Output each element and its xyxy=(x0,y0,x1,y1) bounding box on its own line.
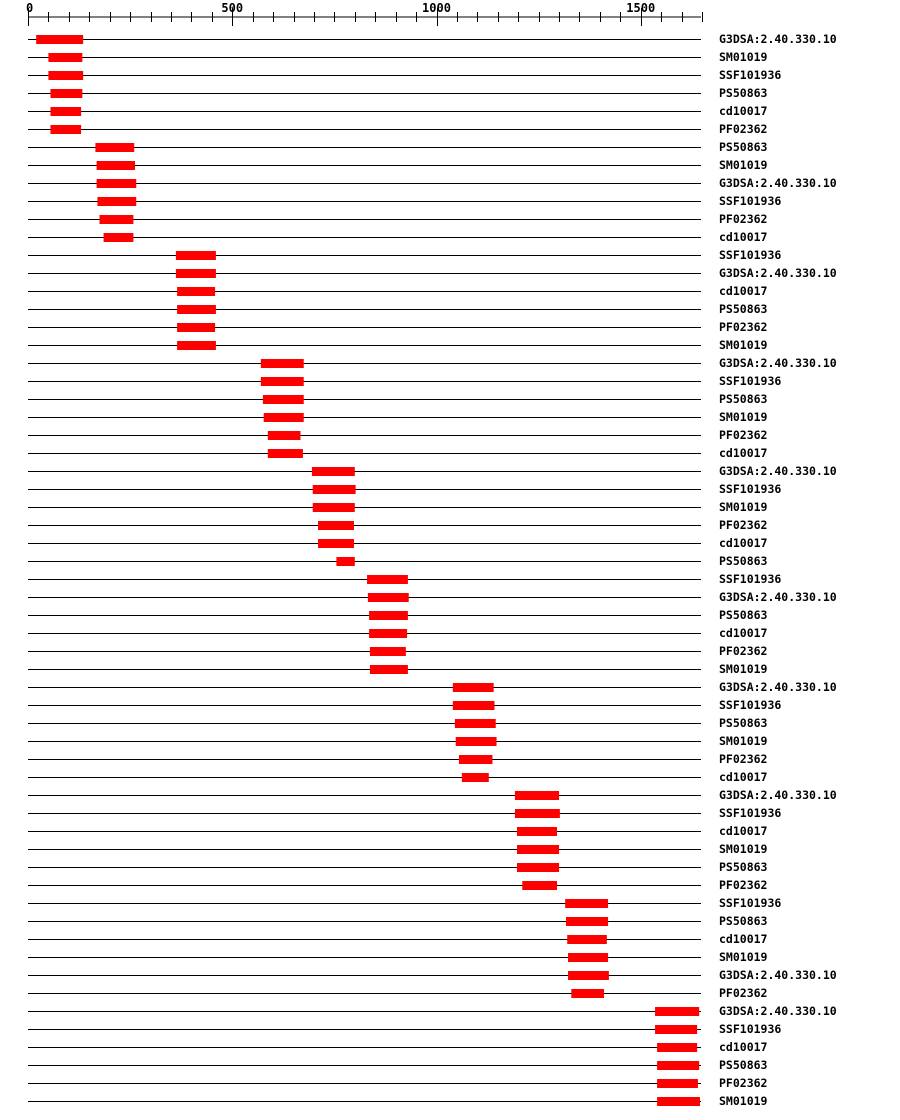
domain-hit-bar[interactable] xyxy=(370,647,406,656)
domain-row xyxy=(28,356,837,370)
domain-row xyxy=(28,266,837,280)
domain-hit-bar[interactable] xyxy=(453,683,494,692)
row-label: PS50863 xyxy=(719,554,768,568)
domain-row xyxy=(28,338,768,352)
domain-hit-bar[interactable] xyxy=(50,125,81,134)
domain-row xyxy=(28,626,768,640)
row-label: SSF101936 xyxy=(719,572,782,586)
domain-row xyxy=(28,1076,767,1090)
row-label: SSF101936 xyxy=(719,248,782,262)
domain-row xyxy=(28,572,781,586)
row-label: PF02362 xyxy=(719,122,768,136)
domain-hit-bar[interactable] xyxy=(95,143,134,152)
row-label: SM01019 xyxy=(719,158,768,172)
domain-row xyxy=(28,860,768,874)
x-tick-label: 1500 xyxy=(626,1,656,15)
domain-row xyxy=(28,32,837,46)
row-label: cd10017 xyxy=(719,824,768,838)
row-label: SM01019 xyxy=(719,410,768,424)
domain-hit-bar[interactable] xyxy=(104,233,134,242)
domain-rows xyxy=(28,32,837,1108)
row-label: cd10017 xyxy=(719,536,768,550)
row-label: cd10017 xyxy=(719,104,768,118)
domain-hit-bar[interactable] xyxy=(99,215,133,224)
domain-row xyxy=(28,500,768,514)
row-label: SM01019 xyxy=(719,950,768,964)
domain-row xyxy=(28,698,781,712)
row-label: SSF101936 xyxy=(719,68,782,82)
domain-hit-bar[interactable] xyxy=(566,917,608,926)
domain-hit-bar[interactable] xyxy=(264,413,304,422)
domain-hit-bar[interactable] xyxy=(657,1043,697,1052)
domain-row xyxy=(28,554,768,568)
row-label: cd10017 xyxy=(719,932,768,946)
domain-row xyxy=(28,248,781,262)
domain-row xyxy=(28,896,781,910)
domain-row xyxy=(28,608,768,622)
row-label: PS50863 xyxy=(719,860,768,874)
x-tick-label: 0 xyxy=(26,1,34,15)
domain-hit-bar[interactable] xyxy=(261,377,304,386)
domain-hit-bar[interactable] xyxy=(318,521,354,530)
domain-row xyxy=(28,302,768,316)
domain-hit-bar[interactable] xyxy=(313,503,355,512)
domain-row xyxy=(28,518,767,532)
domain-hit-bar[interactable] xyxy=(370,665,408,674)
domain-row xyxy=(28,212,767,226)
domain-hit-bar[interactable] xyxy=(263,395,304,404)
row-label: PS50863 xyxy=(719,140,768,154)
domain-row xyxy=(28,194,781,208)
domain-row xyxy=(28,1058,768,1072)
row-label: PF02362 xyxy=(719,212,768,226)
row-label: PF02362 xyxy=(719,986,768,1000)
domain-hit-bar[interactable] xyxy=(176,251,216,260)
domain-hit-bar[interactable] xyxy=(48,71,83,80)
domain-hit-bar[interactable] xyxy=(97,161,135,170)
domain-hit-bar[interactable] xyxy=(97,179,137,188)
row-label: PS50863 xyxy=(719,302,768,316)
row-label: G3DSA:2.40.330.10 xyxy=(719,32,837,46)
domain-row xyxy=(28,464,837,478)
row-label: SM01019 xyxy=(719,734,768,748)
domain-hit-bar[interactable] xyxy=(655,1025,697,1034)
row-label: G3DSA:2.40.330.10 xyxy=(719,680,837,694)
domain-hit-bar[interactable] xyxy=(657,1061,699,1070)
domain-hit-bar[interactable] xyxy=(50,107,81,116)
row-label: PS50863 xyxy=(719,1058,768,1072)
domain-hit-bar[interactable] xyxy=(657,1079,698,1088)
domain-hit-bar[interactable] xyxy=(657,1097,700,1106)
domain-hit-bar[interactable] xyxy=(456,737,497,746)
row-label: G3DSA:2.40.330.10 xyxy=(719,464,837,478)
domain-hit-bar[interactable] xyxy=(36,35,83,44)
domain-hit-bar[interactable] xyxy=(655,1007,699,1016)
domain-hit-bar[interactable] xyxy=(268,449,303,458)
domain-row xyxy=(28,158,768,172)
domain-row xyxy=(28,482,781,496)
domain-hit-bar[interactable] xyxy=(177,305,216,314)
domain-row xyxy=(28,734,768,748)
row-label: PF02362 xyxy=(719,320,768,334)
domain-hit-bar[interactable] xyxy=(567,935,607,944)
domain-row xyxy=(28,968,837,982)
domain-row xyxy=(28,806,781,820)
row-label: G3DSA:2.40.330.10 xyxy=(719,176,837,190)
domain-hit-bar[interactable] xyxy=(367,575,408,584)
domain-hit-bar[interactable] xyxy=(517,863,559,872)
domain-hit-bar[interactable] xyxy=(517,827,557,836)
domain-row xyxy=(28,878,767,892)
domain-hit-bar[interactable] xyxy=(261,359,304,368)
row-label: PF02362 xyxy=(719,518,768,532)
domain-hit-bar[interactable] xyxy=(515,809,560,818)
domain-row xyxy=(28,392,768,406)
domain-row xyxy=(28,752,767,766)
domain-row xyxy=(28,68,781,82)
row-label: G3DSA:2.40.330.10 xyxy=(719,1004,837,1018)
row-label: PS50863 xyxy=(719,608,768,622)
domain-row xyxy=(28,770,768,784)
row-label: SSF101936 xyxy=(719,806,782,820)
domain-hit-bar[interactable] xyxy=(48,53,82,62)
row-label: PF02362 xyxy=(719,428,768,442)
domain-hit-bar[interactable] xyxy=(177,323,215,332)
domain-hit-bar[interactable] xyxy=(97,197,136,206)
domain-hit-bar[interactable] xyxy=(369,629,407,638)
domain-hit-bar[interactable] xyxy=(177,341,216,350)
domain-row xyxy=(28,536,768,550)
row-label: cd10017 xyxy=(719,1040,768,1054)
x-tick-label: 1000 xyxy=(422,1,451,15)
domain-row xyxy=(28,824,768,838)
row-label: G3DSA:2.40.330.10 xyxy=(719,356,837,370)
domain-hit-bar[interactable] xyxy=(177,287,215,296)
domain-row xyxy=(28,590,837,604)
domain-row xyxy=(28,428,767,442)
domain-row xyxy=(28,104,768,118)
domain-row xyxy=(28,410,768,424)
row-label: PF02362 xyxy=(719,752,768,766)
domain-row xyxy=(28,842,768,856)
row-label: G3DSA:2.40.330.10 xyxy=(719,968,837,982)
row-label: SSF101936 xyxy=(719,698,782,712)
domain-hit-bar[interactable] xyxy=(176,269,216,278)
row-label: cd10017 xyxy=(719,446,768,460)
row-label: cd10017 xyxy=(719,230,768,244)
row-label: G3DSA:2.40.330.10 xyxy=(719,266,837,280)
domain-row xyxy=(28,788,837,802)
domain-hit-bar[interactable] xyxy=(368,593,409,602)
domain-row xyxy=(28,950,768,964)
domain-hit-bar[interactable] xyxy=(50,89,82,98)
row-label: SSF101936 xyxy=(719,1022,782,1036)
row-label: SM01019 xyxy=(719,500,768,514)
row-label: SSF101936 xyxy=(719,482,782,496)
domain-row xyxy=(28,284,768,298)
domain-row xyxy=(28,122,767,136)
domain-row xyxy=(28,662,768,676)
domain-row xyxy=(28,680,837,694)
x-axis xyxy=(26,1,703,26)
row-label: SSF101936 xyxy=(719,194,782,208)
domain-hit-bar[interactable] xyxy=(517,845,559,854)
domain-hit-bar[interactable] xyxy=(455,719,496,728)
row-label: SSF101936 xyxy=(719,896,782,910)
row-label: PS50863 xyxy=(719,716,768,730)
domain-hit-bar[interactable] xyxy=(459,755,492,764)
domain-hit-bar[interactable] xyxy=(313,485,356,494)
domain-hit-bar[interactable] xyxy=(571,989,604,998)
domain-row xyxy=(28,230,768,244)
row-label: SM01019 xyxy=(719,338,768,352)
domain-hit-bar[interactable] xyxy=(522,881,557,890)
row-label: PS50863 xyxy=(719,914,768,928)
row-label: PF02362 xyxy=(719,644,768,658)
domain-row xyxy=(28,986,767,1000)
row-label: SM01019 xyxy=(719,662,768,676)
row-label: SM01019 xyxy=(719,842,768,856)
domain-row xyxy=(28,716,768,730)
domain-row xyxy=(28,1022,781,1036)
domain-row xyxy=(28,446,768,460)
domain-row xyxy=(28,320,767,334)
domain-row xyxy=(28,914,768,928)
row-label: G3DSA:2.40.330.10 xyxy=(719,788,837,802)
row-label: PS50863 xyxy=(719,392,768,406)
domain-row xyxy=(28,932,768,946)
row-label: SM01019 xyxy=(719,50,768,64)
row-label: cd10017 xyxy=(719,284,768,298)
domain-hit-bar[interactable] xyxy=(369,611,408,620)
domain-hit-bar[interactable] xyxy=(565,899,608,908)
domain-row xyxy=(28,644,767,658)
domain-hit-bar[interactable] xyxy=(312,467,355,476)
row-label: PS50863 xyxy=(719,86,768,100)
domain-hit-bar[interactable] xyxy=(453,701,495,710)
domain-row xyxy=(28,50,768,64)
domain-row xyxy=(28,140,768,154)
row-label: cd10017 xyxy=(719,626,768,640)
domain-hit-bar[interactable] xyxy=(318,539,354,548)
row-label: PF02362 xyxy=(719,1076,768,1090)
x-tick-label: 500 xyxy=(221,1,244,15)
domain-hit-bar[interactable] xyxy=(568,971,609,980)
row-label: SSF101936 xyxy=(719,374,782,388)
row-label: cd10017 xyxy=(719,770,768,784)
domain-hit-bar[interactable] xyxy=(515,791,559,800)
row-label: PF02362 xyxy=(719,878,768,892)
domain-row xyxy=(28,1040,768,1054)
domain-hit-bar[interactable] xyxy=(462,773,489,782)
row-label: G3DSA:2.40.330.10 xyxy=(719,590,837,604)
domain-hit-bar[interactable] xyxy=(568,953,608,962)
row-label: SM01019 xyxy=(719,1094,768,1108)
domain-row xyxy=(28,1004,837,1018)
domain-hit-bar[interactable] xyxy=(336,557,354,566)
domain-row xyxy=(28,176,837,190)
domain-hit-bar[interactable] xyxy=(268,431,301,440)
domain-row xyxy=(28,86,768,100)
domain-row xyxy=(28,374,781,388)
domain-row xyxy=(28,1094,768,1108)
